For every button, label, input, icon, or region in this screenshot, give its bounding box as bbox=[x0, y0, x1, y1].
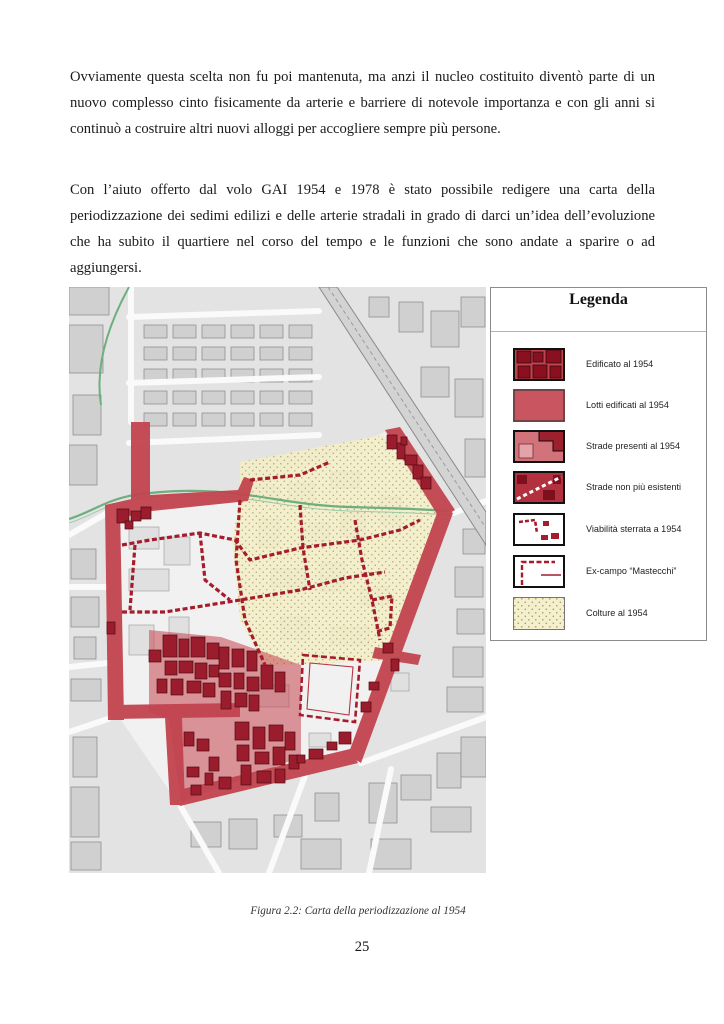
base-map-building bbox=[71, 597, 99, 627]
paragraph-line: che ha subito il quartiere nel corso del tempo e le funzioni che sono andate a sparire o ad bbox=[70, 234, 655, 250]
legend-item-former-roads bbox=[491, 471, 706, 504]
building-1954 bbox=[269, 725, 283, 741]
building-1954 bbox=[247, 677, 259, 691]
base-map-building bbox=[369, 297, 389, 317]
figure-caption: Figura 2.2: Carta della periodizzazione al 1954 bbox=[250, 905, 466, 917]
legend-label: Ex-campo “Mastecchi” bbox=[586, 566, 677, 576]
legend-item-built-lots bbox=[491, 389, 706, 422]
map-legend bbox=[490, 287, 707, 641]
paragraph-line: continuò a costruire altri nuovi alloggi per accogliere sempre più persone. bbox=[70, 121, 501, 137]
base-map-building bbox=[231, 347, 254, 360]
base-map-building bbox=[144, 391, 167, 404]
legend-item-crops bbox=[491, 597, 706, 630]
building-1954 bbox=[209, 757, 219, 771]
base-map-building bbox=[455, 379, 483, 417]
building-1954 bbox=[187, 767, 199, 777]
base-map-building bbox=[202, 391, 225, 404]
base-map-building bbox=[231, 325, 254, 338]
dirt-roads-swatch bbox=[513, 513, 565, 546]
building-1954 bbox=[383, 643, 393, 653]
building-1954 bbox=[237, 745, 249, 761]
building-1954 bbox=[391, 659, 399, 671]
base-map-building bbox=[431, 311, 459, 347]
base-map-building bbox=[74, 637, 96, 659]
crops-swatch bbox=[513, 597, 565, 630]
interior-building bbox=[129, 569, 169, 591]
building-1954 bbox=[361, 702, 371, 712]
road-segment bbox=[131, 422, 150, 505]
base-map-building bbox=[260, 347, 283, 360]
base-map-building bbox=[173, 347, 196, 360]
building-1954 bbox=[205, 773, 213, 785]
paragraph-line: periodizzazione dei sedimi edilizi e delle arterie stradali in grado di darci un’idea dell’evoluzione bbox=[70, 208, 655, 224]
building-1954 bbox=[285, 732, 295, 750]
base-map-building bbox=[71, 842, 101, 870]
base-map-building bbox=[289, 413, 312, 426]
building-1954 bbox=[187, 681, 201, 693]
building-1954 bbox=[219, 647, 229, 669]
legend-label: Strade non più esistenti bbox=[586, 482, 682, 492]
base-map-building bbox=[437, 753, 461, 788]
legend-divider bbox=[491, 331, 706, 332]
base-map-building bbox=[231, 413, 254, 426]
building-1954 bbox=[309, 749, 323, 759]
base-map-building bbox=[455, 567, 483, 597]
building-1954 bbox=[141, 507, 151, 519]
base-map-building bbox=[421, 367, 449, 397]
building-1954 bbox=[219, 673, 231, 687]
building-1954 bbox=[149, 650, 161, 662]
base-map-building bbox=[457, 609, 484, 634]
base-map-building bbox=[73, 395, 101, 435]
building-1954 bbox=[232, 649, 244, 667]
building-1954 bbox=[261, 665, 273, 689]
building-1954 bbox=[107, 622, 115, 634]
page-number: 25 bbox=[354, 939, 370, 955]
base-map-building bbox=[260, 391, 283, 404]
periodization-map bbox=[69, 287, 486, 873]
building-1954 bbox=[234, 673, 244, 689]
base-map-building bbox=[69, 287, 109, 315]
base-map-building bbox=[202, 413, 225, 426]
legend-label: Strade presenti al 1954 bbox=[586, 441, 681, 451]
former-camp-swatch bbox=[513, 555, 565, 588]
building-1954 bbox=[235, 693, 247, 707]
base-map-building bbox=[144, 347, 167, 360]
base-map-building bbox=[289, 347, 312, 360]
base-map-building bbox=[315, 793, 339, 821]
base-map-building bbox=[399, 302, 423, 332]
building-1954 bbox=[131, 511, 141, 521]
building-1954 bbox=[253, 727, 265, 749]
road-segment bbox=[108, 703, 240, 719]
building-1954 bbox=[165, 661, 177, 675]
base-map-building bbox=[71, 787, 99, 837]
base-map-building bbox=[144, 325, 167, 338]
legend-item-dirt-roads bbox=[491, 513, 706, 546]
building-1954 bbox=[125, 521, 133, 529]
building-1954 bbox=[203, 683, 215, 697]
building-1954 bbox=[235, 722, 249, 740]
building-1954 bbox=[191, 785, 201, 795]
base-map-building bbox=[73, 737, 97, 777]
building-1954 bbox=[327, 742, 337, 750]
base-map-building bbox=[69, 445, 97, 485]
building-1954 bbox=[255, 752, 269, 764]
built-lots-swatch bbox=[513, 389, 565, 422]
building-1954 bbox=[247, 651, 257, 671]
base-map-building bbox=[461, 737, 486, 777]
paragraph-line: Con l’aiuto offerto dal volo GAI 1954 e 1978 è stato possibile redigere una carta della bbox=[70, 182, 655, 198]
building-1954 bbox=[297, 755, 305, 763]
legend-item-built-1954 bbox=[491, 348, 706, 381]
street bbox=[69, 663, 108, 667]
base-map-building bbox=[202, 347, 225, 360]
building-1954 bbox=[275, 769, 285, 783]
legend-title: Legenda bbox=[569, 291, 628, 308]
base-map-building bbox=[229, 819, 257, 849]
building-1954 bbox=[184, 732, 194, 746]
building-1954 bbox=[195, 663, 207, 679]
paragraph-line: Ovviamente questa scelta non fu poi mantenuta, ma anzi il nucleo costituito diventò parte di un bbox=[70, 69, 655, 85]
base-map-building bbox=[453, 647, 483, 677]
base-map-building bbox=[260, 325, 283, 338]
existing-roads-swatch bbox=[513, 430, 565, 463]
paragraph-line: aggiungersi. bbox=[70, 260, 142, 276]
base-map-building bbox=[461, 297, 485, 327]
base-map-building bbox=[71, 679, 101, 701]
base-map-building bbox=[465, 439, 485, 477]
base-map-building bbox=[289, 325, 312, 338]
building-1954 bbox=[421, 477, 431, 489]
legend-label: Lotti edificati al 1954 bbox=[586, 400, 669, 410]
building-1954 bbox=[397, 443, 405, 459]
base-map-building bbox=[260, 413, 283, 426]
paragraph-line: nuovo complesso cinto fisicamente da arterie e barriere di notevole importanza e con gli anni si bbox=[70, 95, 655, 111]
base-map-building bbox=[301, 839, 341, 869]
built-1954-swatch bbox=[513, 348, 565, 381]
legend-label: Edificato al 1954 bbox=[586, 359, 654, 369]
base-map-building bbox=[173, 391, 196, 404]
former-roads-swatch bbox=[513, 471, 565, 504]
base-map-building bbox=[431, 807, 471, 832]
building-1954 bbox=[241, 765, 251, 785]
building-1954 bbox=[405, 455, 417, 465]
legend-label: Viabilità sterrata a 1954 bbox=[586, 524, 682, 534]
building-1954 bbox=[369, 682, 379, 690]
building-1954 bbox=[207, 643, 219, 659]
building-1954 bbox=[163, 635, 177, 657]
building-1954 bbox=[171, 679, 183, 695]
building-1954 bbox=[221, 691, 231, 709]
building-1954 bbox=[257, 771, 271, 783]
base-map-building bbox=[202, 325, 225, 338]
base-map-building bbox=[173, 413, 196, 426]
building-1954 bbox=[157, 679, 167, 693]
building-1954 bbox=[191, 637, 205, 657]
base-map-building bbox=[173, 325, 196, 338]
base-map-building bbox=[289, 391, 312, 404]
legend-item-existing-roads bbox=[491, 430, 706, 463]
building-1954 bbox=[273, 747, 285, 765]
building-1954 bbox=[179, 639, 189, 657]
building-1954 bbox=[339, 732, 351, 744]
building-1954 bbox=[401, 437, 407, 445]
base-map-building bbox=[447, 687, 483, 712]
interior-building bbox=[164, 537, 190, 565]
legend-label: Colture al 1954 bbox=[586, 608, 648, 618]
building-1954 bbox=[179, 661, 193, 673]
building-1954 bbox=[197, 739, 209, 751]
base-map-building bbox=[231, 391, 254, 404]
base-map-building bbox=[71, 549, 96, 579]
building-1954 bbox=[209, 665, 219, 677]
base-map-building bbox=[69, 325, 103, 373]
building-1954 bbox=[249, 695, 259, 711]
legend-item-former-camp bbox=[491, 555, 706, 588]
base-map-building bbox=[401, 775, 431, 800]
interior-building bbox=[391, 673, 409, 691]
building-1954 bbox=[275, 672, 285, 692]
building-1954 bbox=[387, 435, 397, 449]
building-1954 bbox=[219, 777, 231, 789]
